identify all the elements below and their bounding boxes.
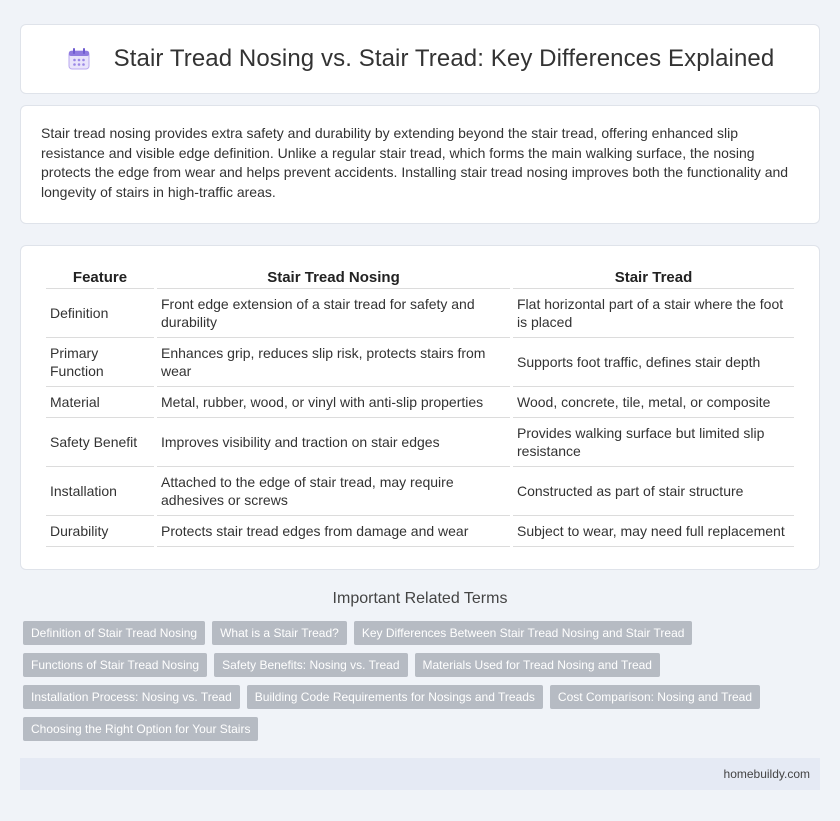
nosing-cell: Metal, rubber, wood, or vinyl with anti-slip properties — [157, 387, 510, 418]
related-term-tag[interactable]: Safety Benefits: Nosing vs. Tread — [214, 653, 407, 677]
related-term-tag[interactable]: Functions of Stair Tread Nosing — [23, 653, 207, 677]
tread-cell: Supports foot traffic, defines stair depth — [513, 338, 794, 387]
calendar-icon — [66, 46, 92, 72]
table-row — [46, 467, 794, 516]
feature-cell: Definition — [46, 289, 154, 338]
related-terms-section — [20, 590, 820, 749]
header-feature: Feature — [46, 266, 154, 289]
table-row — [46, 418, 794, 467]
intro-section — [20, 105, 820, 224]
nosing-cell: Protects stair tread edges from damage and wear — [157, 516, 510, 547]
feature-cell: Safety Benefit — [46, 418, 154, 467]
tread-cell: Constructed as part of stair structure — [513, 467, 794, 516]
page-header — [20, 24, 820, 94]
related-term-tag[interactable]: What is a Stair Tread? — [212, 621, 347, 645]
page-title: Stair Tread Nosing vs. Stair Tread: Key Differences Explained — [113, 45, 775, 72]
feature-cell: Installation — [46, 467, 154, 516]
related-term-tag[interactable]: Definition of Stair Tread Nosing — [23, 621, 205, 645]
feature-cell: Primary Function — [46, 338, 154, 387]
table-row — [46, 289, 794, 338]
related-terms-tags — [20, 621, 820, 749]
nosing-cell: Enhances grip, reduces slip risk, protects stairs from wear — [157, 338, 510, 387]
related-term-tag[interactable]: Cost Comparison: Nosing and Tread — [550, 685, 760, 709]
related-terms-title: Important Related Terms — [332, 590, 508, 607]
nosing-cell: Attached to the edge of stair tread, may require adhesives or screws — [157, 467, 510, 516]
related-term-tag[interactable]: Building Code Requirements for Nosings and Treads — [247, 685, 543, 709]
footer — [20, 758, 820, 790]
nosing-cell: Front edge extension of a stair tread for safety and durability — [157, 289, 510, 338]
tread-cell: Wood, concrete, tile, metal, or composite — [513, 387, 794, 418]
table-row — [46, 516, 794, 547]
feature-cell: Material — [46, 387, 154, 418]
table-row — [46, 338, 794, 387]
header-stair-tread: Stair Tread — [513, 266, 794, 289]
tread-cell: Provides walking surface but limited slip resistance — [513, 418, 794, 467]
nosing-cell: Improves visibility and traction on stair edges — [157, 418, 510, 467]
feature-cell: Durability — [46, 516, 154, 547]
table-header-row — [46, 266, 794, 289]
related-term-tag[interactable]: Key Differences Between Stair Tread Nosing and Stair Tread — [354, 621, 693, 645]
related-term-tag[interactable]: Installation Process: Nosing vs. Tread — [23, 685, 240, 709]
header-stair-tread-nosing: Stair Tread Nosing — [157, 266, 510, 289]
comparison-table — [43, 266, 797, 547]
related-term-tag[interactable]: Choosing the Right Option for Your Stairs — [23, 717, 258, 741]
intro-paragraph: Stair tread nosing provides extra safety and durability by extending beyond the stair tread, offering enhanced slip resistance and visible edge definition. Unlike a regular stair tread, which forms the main walking surface, the nosing protects the edge from wear and helps prevent accidents. Installing stair tread nosing improves both the functionality and longevity of stairs in high-traffic areas. — [41, 125, 789, 200]
table-row — [46, 387, 794, 418]
related-term-tag[interactable]: Materials Used for Tread Nosing and Tread — [415, 653, 660, 677]
tread-cell: Flat horizontal part of a stair where the foot is placed — [513, 289, 794, 338]
site-name[interactable]: homebuildy.com — [723, 767, 810, 781]
comparison-section — [20, 245, 820, 570]
tread-cell: Subject to wear, may need full replacement — [513, 516, 794, 547]
